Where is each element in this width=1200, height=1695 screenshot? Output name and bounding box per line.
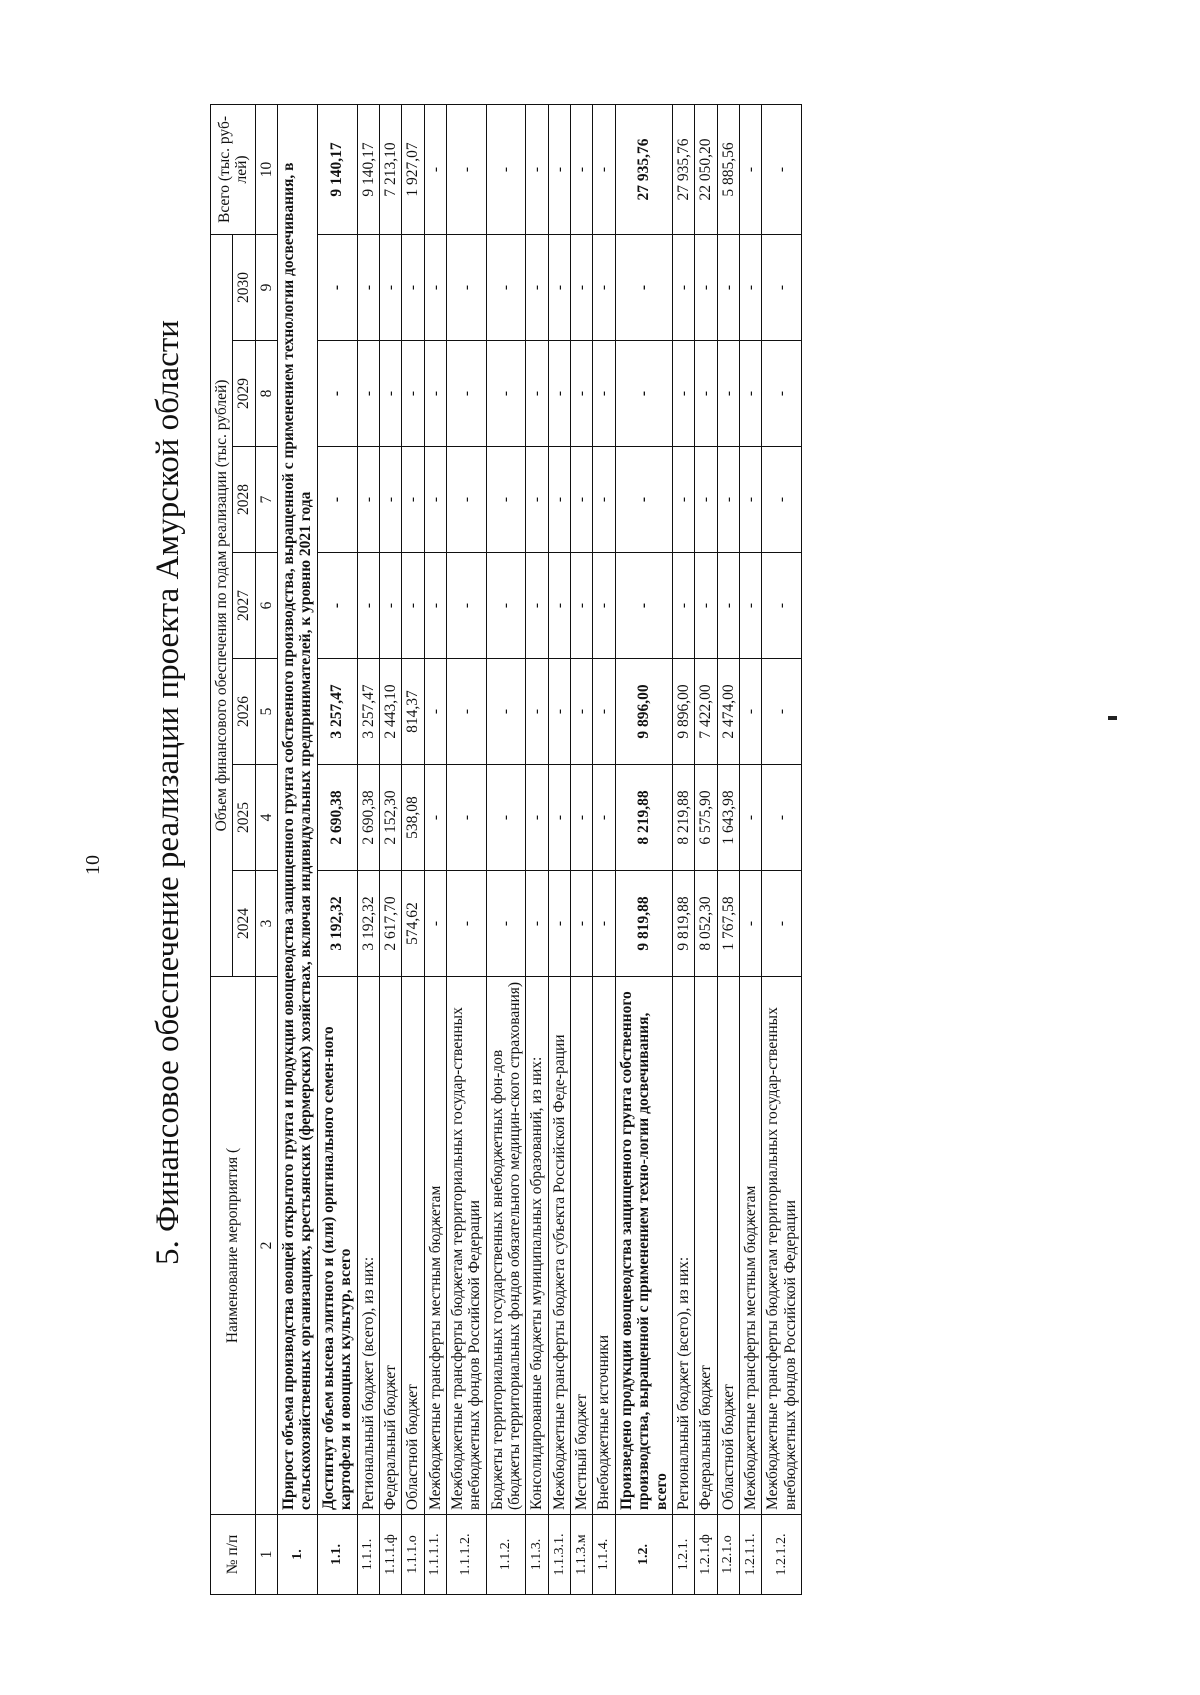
section-code: 1. [278,1515,318,1595]
row-value: - [357,234,379,340]
row-name: Федеральный бюджет [695,977,717,1515]
row-value: 9 896,00 [672,659,694,765]
row-value: - [615,341,672,447]
stray-mark [1108,716,1117,720]
row-value: - [695,234,717,340]
row-value: 814,37 [402,659,424,765]
row-value: - [593,447,615,553]
row-value: - [548,765,570,871]
row-value: - [672,553,694,659]
row-value: - [424,553,446,659]
header-total: Всего (тыс. руб-лей) [211,104,256,234]
row-total: - [593,104,615,234]
column-index: 1 [255,1515,277,1595]
table-row [571,104,593,1594]
row-value: - [762,447,802,553]
row-value: 3 257,47 [357,659,379,765]
table-row [615,104,672,1594]
row-value: - [486,659,526,765]
table-row [548,104,570,1594]
header-volume: Объем финансового обеспечения по годам реализации (тыс. рублей) [211,234,233,976]
row-value: - [615,447,672,553]
table-row [379,104,401,1594]
row-name: Областной бюджет [717,977,739,1515]
row-value: 8 219,88 [615,765,672,871]
row-value: - [402,553,424,659]
row-value: - [548,553,570,659]
header-year: 2027 [233,553,255,659]
row-value: - [446,871,486,977]
row-value: - [486,553,526,659]
row-name: Межбюджетные трансферты бюджета субъекта Российской Феде-рации [548,977,570,1515]
row-value: - [762,871,802,977]
row-value: - [593,553,615,659]
header-year: 2030 [233,234,255,340]
row-value: - [739,234,761,340]
table-row [446,104,486,1594]
row-value: - [424,447,446,553]
row-name: Региональный бюджет (всего), из них: [672,977,694,1515]
row-value: - [526,234,548,340]
row-value: 3 192,32 [357,871,379,977]
row-value: 3 257,47 [317,659,357,765]
table-row [717,104,739,1594]
table-body [278,104,802,1594]
row-value: - [672,447,694,553]
row-value: - [593,341,615,447]
column-index: 9 [255,234,277,340]
row-code: 1.2.1.о [717,1515,739,1595]
row-value: 1 767,58 [717,871,739,977]
header-year: 2028 [233,447,255,553]
row-total: - [424,104,446,234]
row-total: 1 927,07 [402,104,424,234]
row-code: 1.1.1.о [402,1515,424,1595]
row-value: - [402,447,424,553]
page-title: 5. Финансовое обеспечение реализации проекта Амурской области [150,320,186,1265]
column-index: 5 [255,659,277,765]
table-row [317,104,357,1594]
section-row [278,104,318,1594]
row-name: Местный бюджет [571,977,593,1515]
row-value: 6 575,90 [695,765,717,871]
column-index: 4 [255,765,277,871]
row-value: - [593,234,615,340]
row-value: - [548,659,570,765]
table-row [672,104,694,1594]
row-value: - [379,341,401,447]
row-value: - [762,553,802,659]
row-code: 1.1.1.1. [424,1515,446,1595]
row-total: 9 140,17 [357,104,379,234]
row-value: - [762,765,802,871]
row-value: - [571,234,593,340]
row-value: - [486,765,526,871]
row-value: 7 422,00 [695,659,717,765]
row-name: Консолидированные бюджеты муниципальных образований, из них: [526,977,548,1515]
row-name: Федеральный бюджет [379,977,401,1515]
row-value: - [486,341,526,447]
header-name: Наименование мероприятия ( [211,977,256,1515]
row-value: - [672,341,694,447]
table-row [695,104,717,1594]
row-value: - [486,234,526,340]
row-value: - [695,341,717,447]
row-code: 1.1.3.1. [548,1515,570,1595]
row-value: - [717,447,739,553]
row-value: - [762,234,802,340]
row-total: 9 140,17 [317,104,357,234]
row-value: - [526,341,548,447]
column-index: 7 [255,447,277,553]
row-value: - [446,447,486,553]
table-row [357,104,379,1594]
table-row [762,104,802,1594]
row-value: - [717,234,739,340]
row-value: - [615,553,672,659]
row-total: - [571,104,593,234]
row-value: 8 219,88 [672,765,694,871]
row-total: 27 935,76 [615,104,672,234]
row-value: - [486,447,526,553]
row-code: 1.1.4. [593,1515,615,1595]
row-name: Региональный бюджет (всего), из них: [357,977,379,1515]
row-code: 1.2.1.2. [762,1515,802,1595]
row-name: Областной бюджет [402,977,424,1515]
row-value: - [739,341,761,447]
row-value: 574,62 [402,871,424,977]
row-name: Межбюджетные трансферты местным бюджетам [424,977,446,1515]
row-value: - [317,553,357,659]
row-value: - [424,234,446,340]
table-row [739,104,761,1594]
row-total: - [526,104,548,234]
row-value: 2 443,10 [379,659,401,765]
row-value: - [593,871,615,977]
row-value: - [357,341,379,447]
row-value: - [571,447,593,553]
row-value: - [446,659,486,765]
row-value: - [317,341,357,447]
row-value: - [571,765,593,871]
row-code: 1.1.3. [526,1515,548,1595]
row-value: - [402,341,424,447]
row-value: - [357,447,379,553]
row-value: - [593,659,615,765]
row-value: 9 819,88 [615,871,672,977]
row-value: - [548,341,570,447]
row-value: 2 152,30 [379,765,401,871]
column-index: 2 [255,977,277,1515]
row-value: - [379,234,401,340]
row-value: - [548,871,570,977]
table-row [424,104,446,1594]
row-total: 22 050,20 [695,104,717,234]
row-value: - [446,341,486,447]
row-value: 8 052,30 [695,871,717,977]
row-value: - [739,659,761,765]
row-name: Произведено продукции овощеводства защищенного грунта собственного производства, выращенной с применением техно-логии досвечивания, всего [615,977,672,1515]
header-year: 2026 [233,659,255,765]
table-row [402,104,424,1594]
row-value: - [593,765,615,871]
row-value: - [571,341,593,447]
page-number: 10 [82,855,104,875]
row-value: - [548,447,570,553]
row-total: - [446,104,486,234]
row-total: - [739,104,761,234]
row-value: - [526,871,548,977]
header-num: № п/п [211,1515,256,1595]
row-code: 1.1.3.м [571,1515,593,1595]
column-index: 10 [255,104,277,234]
row-value: - [739,553,761,659]
row-value: - [424,871,446,977]
column-index: 3 [255,871,277,977]
row-value: - [486,871,526,977]
header-year: 2025 [233,765,255,871]
row-total: - [762,104,802,234]
row-value: - [695,553,717,659]
row-name: Достигнут объем высева элитного и (или) оригинального семен-ного картофеля и овощных культур, всего [317,977,357,1515]
section-text: Прирост объема производства овощей открытого грунта и продукции овощеводства защищенного грунта собственного производства, выращенной с применением технологии досвечивания, в сельскохозяйственных организациях, крестьянских (фермерских) хозяйствах, включая индивидуальных предпринимателей, к уровню 2021 года [278,104,318,1514]
row-value: - [424,765,446,871]
row-code: 1.2.1. [672,1515,694,1595]
row-name: Внебюджетные источники [593,977,615,1515]
row-value: 2 617,70 [379,871,401,977]
row-value: - [379,447,401,553]
row-value: 9 819,88 [672,871,694,977]
header-year: 2029 [233,341,255,447]
row-value: - [695,447,717,553]
row-value: - [317,447,357,553]
row-value: - [379,553,401,659]
table-row [486,104,526,1594]
row-value: 1 643,98 [717,765,739,871]
row-name: Межбюджетные трансферты бюджетам территориальных государ-ственных внебюджетных фондов Российской Федерации [446,977,486,1515]
row-value: 9 896,00 [615,659,672,765]
row-name: Межбюджетные трансферты местным бюджетам [739,977,761,1515]
row-value: 538,08 [402,765,424,871]
row-code: 1.1. [317,1515,357,1595]
row-value: - [446,765,486,871]
row-value: - [526,553,548,659]
row-total: - [548,104,570,234]
row-value: 2 690,38 [357,765,379,871]
row-code: 1.1.1. [357,1515,379,1595]
row-code: 1.2.1.ф [695,1515,717,1595]
row-value: - [571,659,593,765]
row-value: - [717,341,739,447]
row-value: - [739,447,761,553]
row-value: - [739,871,761,977]
row-value: - [446,234,486,340]
row-value: - [317,234,357,340]
header-year: 2024 [233,871,255,977]
row-value: - [615,234,672,340]
row-value: - [717,553,739,659]
row-code: 1.1.1.2. [446,1515,486,1595]
row-value: - [672,234,694,340]
row-code: 1.1.1.ф [379,1515,401,1595]
column-index: 8 [255,341,277,447]
row-value: - [526,659,548,765]
row-value: - [526,765,548,871]
column-index-row [255,104,277,1594]
row-value: - [402,234,424,340]
row-code: 1.2.1.1. [739,1515,761,1595]
row-total: 7 213,10 [379,104,401,234]
row-value: - [571,553,593,659]
financing-table [210,104,802,1595]
row-value: - [424,341,446,447]
row-total: 5 885,56 [717,104,739,234]
row-name: Бюджеты территориальных государственных внебюджетных фон-дов (бюджеты территориальных фондов обязательного медицин-ского страхования) [486,977,526,1515]
row-code: 1.2. [615,1515,672,1595]
row-value: 2 690,38 [317,765,357,871]
row-value: - [571,871,593,977]
row-value: - [357,553,379,659]
row-value: - [446,553,486,659]
table-row [593,104,615,1594]
row-value: - [762,341,802,447]
row-total: 27 935,76 [672,104,694,234]
column-index: 6 [255,553,277,659]
row-value: - [762,659,802,765]
row-code: 1.1.2. [486,1515,526,1595]
table-row [526,104,548,1594]
row-value: 3 192,32 [317,871,357,977]
row-total: - [486,104,526,234]
row-value: - [526,447,548,553]
row-value: - [548,234,570,340]
row-value: - [739,765,761,871]
row-value: - [424,659,446,765]
row-name: Межбюджетные трансферты бюджетам территориальных государ-ственных внебюджетных фондов Российской Федерации [762,977,802,1515]
row-value: 2 474,00 [717,659,739,765]
